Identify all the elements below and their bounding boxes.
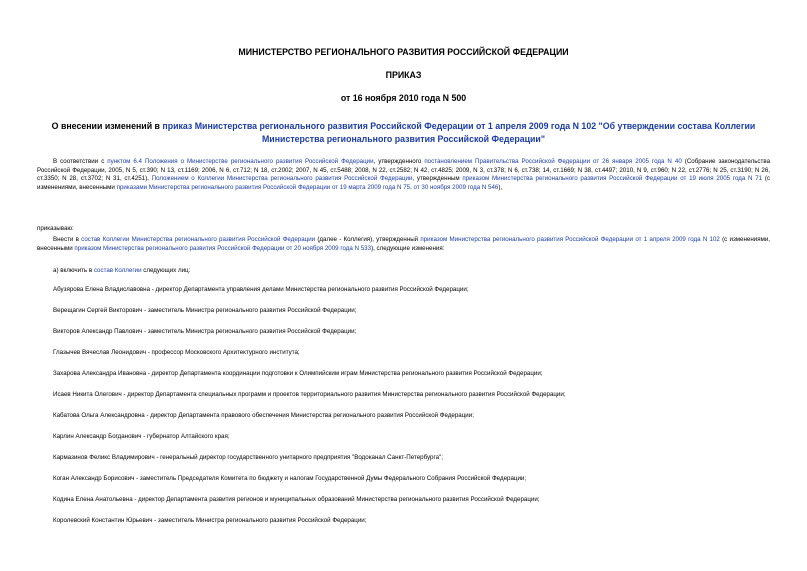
- title-prefix: О внесении изменений в: [51, 121, 163, 131]
- member-item: Верещагин Сергей Викторович - заместитель Министра регионального развития Российской Федерации;: [53, 307, 357, 314]
- member-item: Глазычев Вячеслав Леонидович - профессор Московского Архитектурного института;: [53, 349, 300, 356]
- member-item: Кодина Елена Анатольевна - директор Департамента развития регионов и муниципальных образований Министерства регионального развития Российской Федерации;: [53, 496, 540, 503]
- title-order-link[interactable]: приказ Министерства регионального развития Российской Федерации от 1 апреля 2009 года N 102 "Об утверждении состава Коллегии: [162, 121, 756, 131]
- preamble-text-1: В соответствии с: [53, 158, 108, 165]
- date-number-heading: от 16 ноября 2010 года N 500: [340, 93, 467, 103]
- member-item: Кармазинов Феликс Владимирович - генеральный директор государственного унитарного предприятия "Водоканал Санкт-Петербурга";: [53, 454, 443, 461]
- preamble-paragraph: [37, 158, 770, 192]
- ministry-heading: МИНИСТЕРСТВО РЕГИОНАЛЬНОГО РАЗВИТИЯ РОССИЙСКОЙ ФЕДЕРАЦИИ: [238, 47, 569, 57]
- item-a-text-2: следующих лиц:: [141, 267, 191, 274]
- order-102-link[interactable]: приказом Министерства регионального развития Российской Федерации от 1 апреля 2009 года N 102: [420, 236, 720, 243]
- doc-type-heading: ПРИКАЗ: [385, 70, 422, 80]
- document-title-line2: [30, 133, 777, 145]
- member-item: Карлин Александр Богданович - губернатор Алтайского края;: [53, 433, 230, 440]
- ministry-regulation-link[interactable]: пунктом 6.4 Положения о Министерстве регионального развития Российской Федерации: [107, 158, 374, 165]
- item-a-text-1: а) включить в: [53, 267, 94, 274]
- main-paragraph: [37, 236, 770, 253]
- member-item: Абузярова Елена Владиславовна - директор Департамента управления делами Министерства регионального развития Российской Федерации;: [53, 286, 469, 293]
- item-a: [53, 267, 773, 276]
- member-item: Захарова Александра Ивановна - директор Департамента координации подготовки к Олимпийским играм Министерства регионального развития Российской Федерации;: [53, 370, 543, 377]
- main-text-1: Внести в: [53, 236, 82, 243]
- document-title-line1: [30, 120, 777, 132]
- member-item: Викторов Александр Павлович - заместитель Министра регионального развития Российской Федерации;: [53, 328, 357, 335]
- main-text-4: ), следующие изменения:: [371, 244, 445, 252]
- collegium-regulation-link[interactable]: Положением о Коллегии Министерства регионального развития Российской Федерации: [151, 175, 413, 183]
- order-71-link[interactable]: приказом Министерства регионального развития Российской Федерации от 19 июля 2005 года N 71: [462, 175, 763, 183]
- preamble-text-6: ),: [498, 183, 503, 191]
- order-533-link[interactable]: приказом Министерства регионального развития Российской Федерации от 20 ноября 2009 года N 533: [74, 244, 372, 252]
- preamble-text-5: (с изменениями, внесенными: [37, 175, 770, 191]
- member-item: Коган Александр Борисович - заместитель Председателя Комитета по бюджету и налогам Государственной Думы Федерального Собрания Российской Федерации;: [53, 475, 527, 482]
- member-item: Исаев Никита Олегович - директор Департамента специальных программ и проектов территориального развития Министерства регионального развития Российской Федерации;: [53, 391, 566, 398]
- main-text-3: (с изменениями, внесенными: [37, 236, 771, 252]
- main-text-2: (далее - Коллегия), утвержденный: [315, 236, 421, 243]
- title-order-link-cont[interactable]: Министерства регионального развития Российской Федерации": [261, 134, 546, 144]
- preamble-text-3: (Собрание законодательства Российской Федерации, 2005, N 5, ст.390; N 13, ст.1169; 2006, N 6, ст.712; N 18, ст.2002; 2007, N 45, ст.5488; 2008, N 22, ст.2582; N 42, ст.4825; 2009, N 3, ст.378; N 6, ст.738; 14, ст.1669; N 38, ст.4497; 2010, N 9, ст.960; N 22, ст.2776; N 25, ст.3190; N 26, ст.3350; N 28, ст.3702; N 31, ст.4251),: [37, 158, 771, 183]
- preamble-text-2: , утвержденного: [373, 158, 425, 165]
- member-item: Кабатова Ольга Александровна - директор Департамента правового обеспечения Министерства регионального развития Российской Федерации;: [53, 412, 474, 419]
- collegium-composition-link[interactable]: состав Коллегии Министерства регионального развития Российской Федерации: [81, 236, 316, 243]
- orders-75-546-link[interactable]: приказами Министерства регионального развития Российской Федерации от 19 марта 2009 года N 75, от 30 ноября 2009 года N 546: [116, 183, 499, 191]
- member-item: Королевский Константин Юрьевич - заместитель Министра регионального развития Российской Федерации;: [53, 517, 367, 524]
- order-word: приказываю:: [37, 225, 74, 232]
- preamble-text-4: , утвержденным: [412, 175, 463, 183]
- collegium-link[interactable]: состав Коллегии: [93, 267, 142, 274]
- government-resolution-link[interactable]: постановлением Правительства Российской Федерации от 26 января 2005 года N 40: [424, 158, 682, 165]
